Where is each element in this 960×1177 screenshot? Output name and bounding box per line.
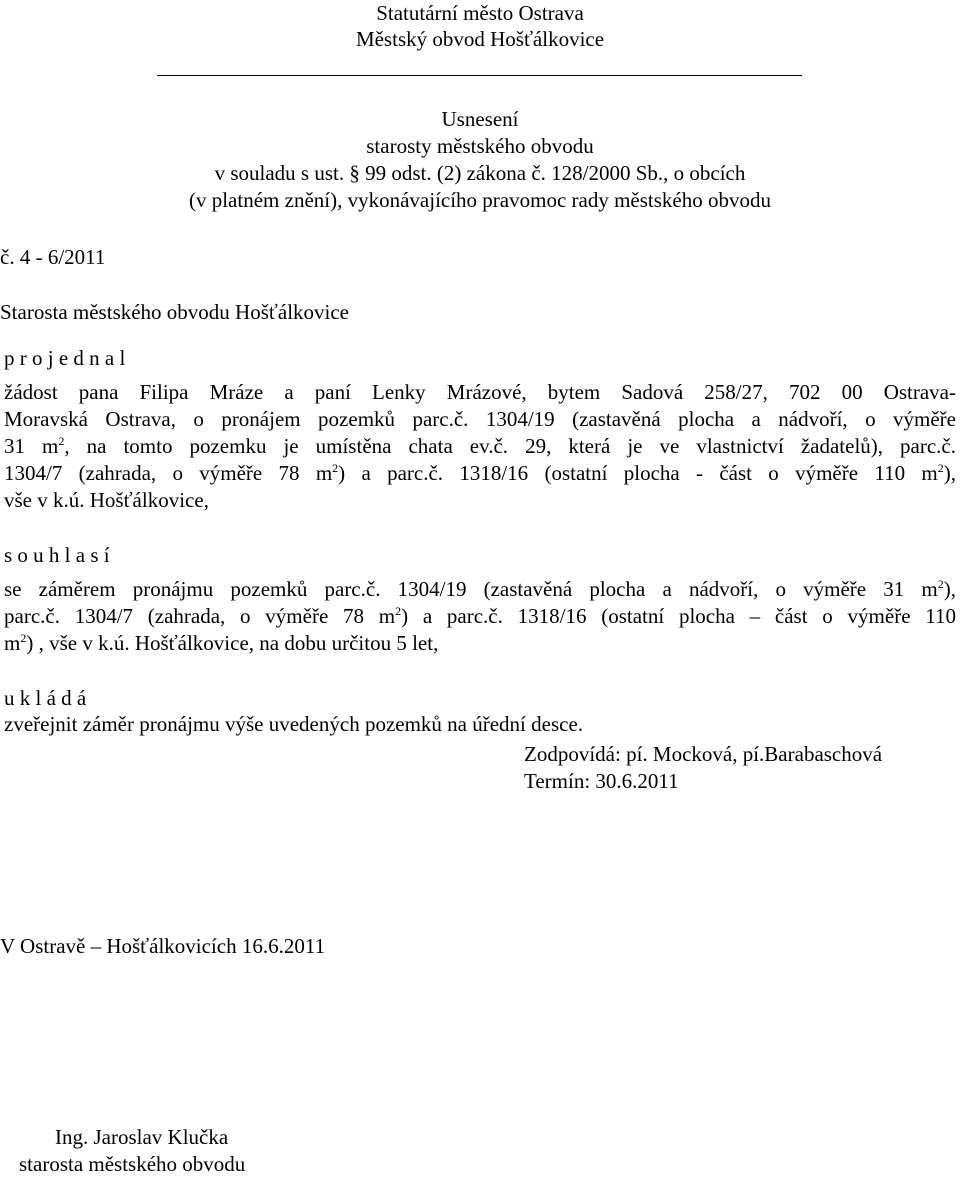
projednal-line-2: Moravská Ostrava, o pronájem pozemků parc.č. 1304/19 (zastavěná plocha a nádvoří, o výměře — [4, 407, 956, 431]
deadline: Termín: 30.6.2011 — [524, 769, 679, 793]
header-city: Statutární město Ostrava — [376, 1, 584, 25]
projednal-line-4: 1304/7 (zahrada, o výměře 78 $m^2$) a parc.č. 1318/16 (ostatní plocha - část o výměře 110 $m^2$), — [4, 461, 956, 485]
resolution-number: č. 4 - 6/2011 — [0, 245, 106, 269]
uklada-line-1: zveřejnit záměr pronájmu výše uvedených pozemků na úřední desce. — [4, 712, 584, 736]
signatory-name: Ing. Jaroslav Klučka — [55, 1125, 229, 1149]
subject-line: Starosta městského obvodu Hošťálkovice — [0, 300, 350, 324]
responsible-persons: Zodpovídá: pí. Mocková, pí.Barabaschová — [524, 742, 883, 766]
resolution-legal-basis-2: (v platném znění), vykonávajícího pravomoc rady městského obvodu — [188, 188, 771, 212]
header-divider — [157, 75, 802, 76]
souhlasi-line-1: se záměrem pronájmu pozemků parc.č. 1304/19 (zastavěná plocha a nádvoří, o výměře 31 $m^2$), — [4, 577, 956, 601]
souhlasi-line-3: $m^2$) , vše v k.ú. Hošťálkovice, na dobu určitou 5 let, — [4, 631, 439, 655]
heading-projednal: p r o j e d n a l — [4, 346, 126, 370]
projednal-line-5: vše v k.ú. Hošťálkovice, — [4, 488, 209, 512]
souhlasi-line-2: parc.č. 1304/7 (zahrada, o výměře 78 $m^2$) a parc.č. 1318/16 (ostatní plocha – část o výměře 110 — [4, 604, 956, 628]
header-district: Městský obvod Hošťálkovice — [355, 27, 605, 51]
projednal-line-3: 31 $m^2$, na tomto pozemku je umístěna chata ev.č. 29, která je ve vlastnictví žadatelů), parc.č. — [4, 434, 956, 458]
signatory-role: starosta městského obvodu — [19, 1152, 246, 1176]
heading-uklada: u k l á d á — [4, 686, 87, 710]
resolution-legal-basis: v souladu s ust. § 99 odst. (2) zákona č. 128/2000 Sb., o obcích — [214, 161, 746, 185]
resolution-subtitle: starosty městského obvodu — [366, 134, 594, 158]
place-and-date: V Ostravě – Hošťálkovicích 16.6.2011 — [0, 934, 326, 958]
resolution-title: Usnesení — [441, 107, 519, 131]
heading-souhlasi: s o u h l a s í — [4, 543, 110, 567]
projednal-line-1: žádost pana Filipa Mráze a paní Lenky Mrázové, bytem Sadová 258/27, 702 00 Ostrava- — [4, 380, 956, 404]
